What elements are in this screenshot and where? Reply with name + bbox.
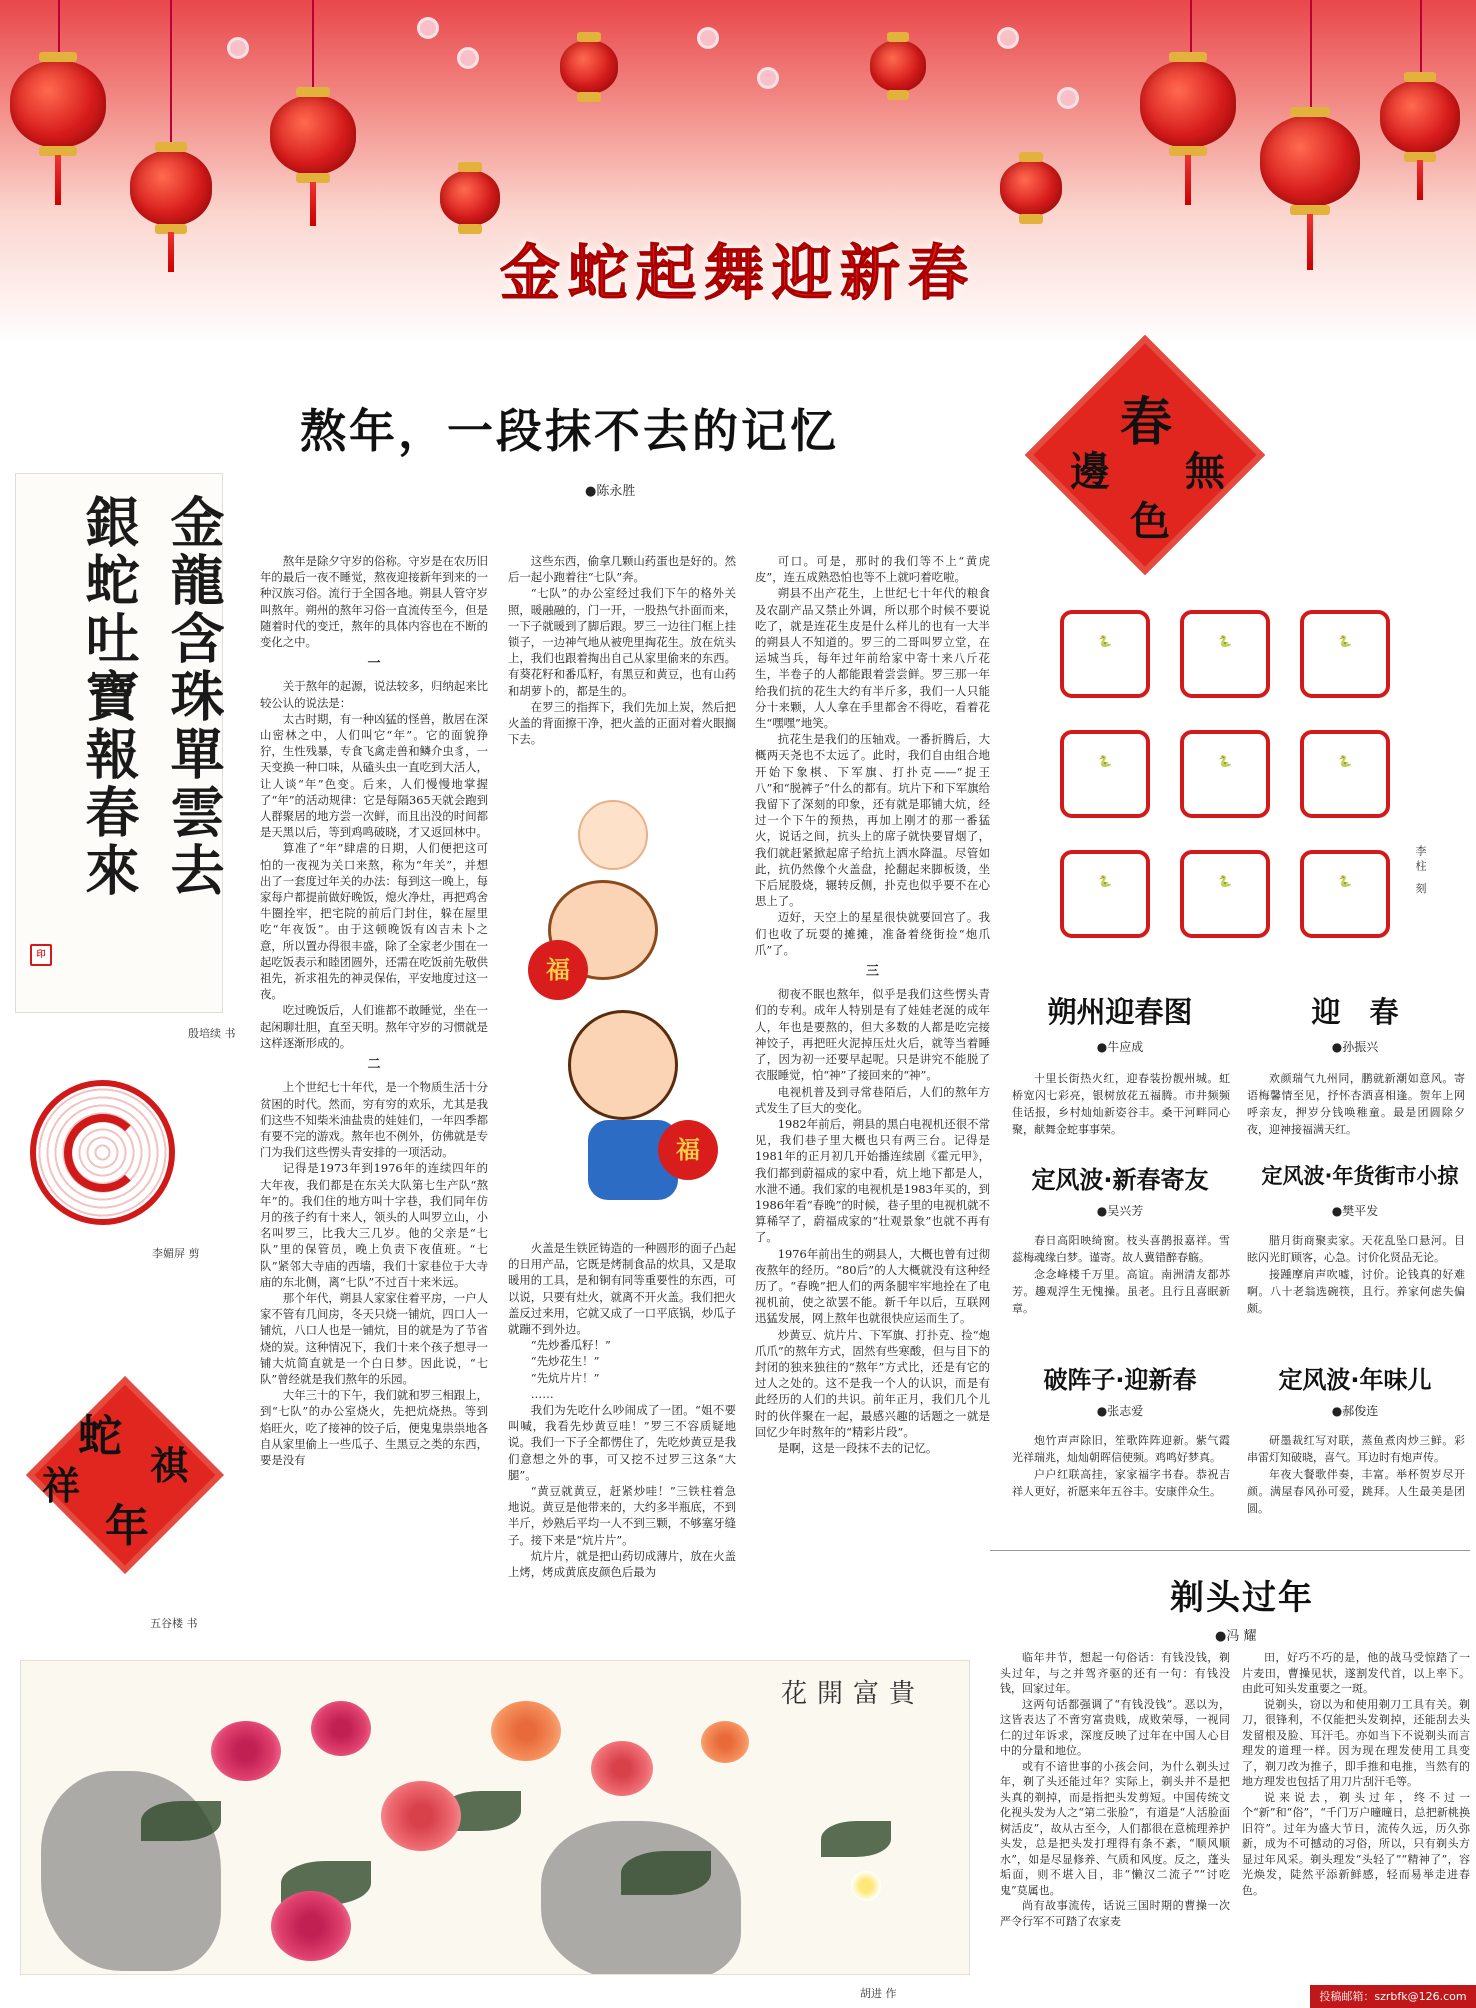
section-divider bbox=[990, 1550, 1470, 1551]
diamond-char: 春 bbox=[1120, 392, 1173, 453]
peony-painting bbox=[20, 1660, 970, 1975]
diamond-char: 邊 bbox=[1070, 448, 1110, 495]
painting-inscription: 花開富貴 bbox=[781, 1679, 926, 1709]
lantern-icon bbox=[870, 40, 926, 92]
poem-author: ●张志爱 bbox=[1096, 1404, 1144, 1418]
lantern-icon bbox=[1380, 80, 1460, 154]
diamond-char: 蛇 bbox=[78, 1411, 122, 1462]
poem-author: ●孙振兴 bbox=[1331, 1040, 1379, 1054]
poem-body: 十里长街热火红，迎春装扮靓州城。虹桥宽闪七彩亮，银树放花五福腾。市井频频佳话报，乡村灿灿新姿谷丰。桑干河畔同心聚，献舞金蛇事事荣。 bbox=[1012, 1072, 1230, 1136]
lantern-icon bbox=[1140, 60, 1236, 148]
diamond-char: 無 bbox=[1185, 448, 1225, 495]
banner-title: 金蛇起舞迎新春 bbox=[500, 239, 976, 309]
article-column-3: 可口。可是，那时的我们等不上“黄虎皮”，连五成熟恐怕也等不上就叼着吃啦。 朔县不出产花生，上世纪七十年代的粮食及农副产品又禁止外调，所以那个时候不要说吃了，就是连花生皮是什么样儿的也有一大半的朔县人不知道的。罗三的二哥叫罗立堂，在运城当兵，每年过年前给家中寄十来八斤花生，半卷子的人都能跟着尝尝鲜。罗三那一年给我们抗的花生大约有半斤多，我们一人只能分十来颗，人人拿在手里都舍不得吃，看着花生“嘿嘿”地笑。 抗花生是我们的压轴戏。一番折腾后，大概两天尧也不太远了。此时，我们自由组合地开始下象棋、下军旗、打扑克——“捉王八”和“脱裤子”什么的都有。坑片下和下军旗给我留下了深刻的印象，还有就是耶铺大炕，经过一个下午的预热，再加上刚才的那一番猛火，说话之间，抗头上的席子就快要冒烟了，我们就赶紧掀起席子给抗上洒水降温。尽管如此，抗仍然像个火盖盘，抡翻起来脚板烫，坐下后屁股烧，辗转反侧，扑克也似乎要不在心思上了。 迈好，天空上的星星很快就要回宫了。我们也收了玩耍的摊摊，准备着绕街捡“炮爪爪”了。 三 彻夜不眠也熬年，似乎是我们这些愣头青们的专利。成年人特别是有了娃娃老涎的成年人，年也是要熬的，但大多数的人都是吃完接神饺子，再把旺火泥掉压灶火后，就等当着睡了，因为初一还要早起呢。只是讲究不能脱了衣服睡觉，怕“神”了接回来的“神”。 电视机普及到寻常巷陌后，人们的熬年方式发生了巨大的变化。 1982年前后，朔县的黑白电视机还很不常见，我们巷子里大概也只有两三台。记得是1981年的正月初几开始播连续剧《霍元甲》，我们都到蔚福成的家中看，炕上地下都是人，水泄不通。我们家的电视机是1983年买的，到1986年看“春晚”的时候，巷子里的电视机就不算稀罕了，蔚福成家的“壮观景象”也就不再有了。 1976年前出生的朔县人，大概也曾有过彻夜熬年的经历。“80后”的人大概就没有这种经历了。“春晚”把人们的两条腿牢牢地拴在了电视机前，使之欲罢不能。新千年以后，互联网迅猛发展，网上熬年也就很快应运而生了。 炒黄豆、炕片片、下军旗、打扑克、捡“炮爪爪”的熬年方式，固然有些寒酸，但与目下的封闭的独来独往的“熬年”方式比，还是有它的过人之处的。这不是我一个人的认识，而是有此经历的人们的共识。前年正月，我们几个儿时的伙伴聚在一起，最感兴趣的话题之一就是回忆少年时熬年的“精彩片段”。 是啊，这是一段抹不去的记忆。 bbox=[755, 554, 990, 1455]
lantern-icon bbox=[440, 170, 500, 226]
poem-title: 定风波·年味儿 bbox=[1278, 1366, 1432, 1394]
lantern-icon bbox=[1260, 115, 1360, 207]
calligraphy-line: 金龍含珠單雲去 bbox=[162, 494, 226, 900]
article-column-2b: 火盖是生铁匠铸造的一种圆形的面子凸起的日用产品，它既是烤制食品的炊具，又是取暖用的工具，是和铜有同等重要性的东西，可以说，只要有灶火，就离不开火盖。我们把火盖反过来用，它就又成了一口平底锅，炒瓜子就蹦不到外边。 “先炒番瓜籽！” “先炒花生！” “先炕片片！” …… 我们为先吃什么吵闹成了一团。“姐不要叫喊，我看先炒黄豆哇！”罗三不容质疑地说。我们一下子全都愣住了，先吃炒黄豆是我们意想之外的事，可又挖不过罗三这条“大腿”。 “黄豆就黄豆，赶紧炒哇！”三铁柱着急地说。黄豆是他带来的，大约多半瓶底，不到半斤，炒熟后平均一人不到三颗，不够塞牙缝子。接下来是“炕片片”。 炕片片，就是把山药切成薄片，放在火盖上烤，烤成黄底皮颜色后最为 bbox=[508, 1241, 736, 1580]
article2-byline: ●冯 耀 bbox=[1215, 1629, 1257, 1644]
poem-author: ●郝俊连 bbox=[1331, 1404, 1379, 1418]
poem-body: 欢颜瑞气九州同，鹏就新潮如意风。寄语梅馨情至见，抒怀杏酒喜相逢。贺年上网呼亲友，押岁分钱唤稚童。最是团圆除夕夜，迎神接福满天红。 bbox=[1247, 1072, 1465, 1136]
article-column-1: 熬年是除夕守岁的俗称。守岁是在农历旧年的最后一夜不睡觉，熬夜迎接新年到来的一种汉族习俗。流行于全国各地。朔县人管守岁叫熬年。朔州的熬年习俗一直流传至今，但是随着时代的变迁，熬年的具体内容也在不断的变化之中。 一 关于熬年的起源，说法较多，归纳起来比较公认的说法是： 太古时期，有一种凶猛的怪兽，散居在深山密林之中，人们叫它“年”。它的面貌狰狞，生性残暴，专食飞禽走兽和鳞介虫豸，一天变换一种口味，从磕头虫一直吃到大活人，让人谈“年”色变。后来，人们慢慢地掌握了“年”的活动规律：它是每隔365天就会跑到人群聚居的地方尝一次鲜，而且出没的时间都是天黑以后，等到鸡鸣破晓，才又返回林中。 算准了“年”肆虐的日期，人们便把这可怕的一夜视为关口来熬，称为“年关”，并想出了一套度过年关的办法：每到这一晚上，每家每户都提前做好晚饭，熄火净灶，再把鸡舍牛圈拴牢，把宅院的前后门封住，躲在屋里吃“年夜饭”。由于这顿晚饭有凶吉未卜之意，所以置办得很丰盛，除了全家老少围在一起吃饭表示和睦团圆外，还需在吃饭前先敬供祖先，祈求祖先的神灵保佑，平安地度过这一夜。 吃过晚饭后，人们谁都不敢睡觉，坐在一起闲聊壮胆，直至天明。熬年守岁的习惯就是这样逐渐形成的。 二 上个世纪七十年代，是一个物质生活十分贫困的时代。然而，穷有穷的欢乐，尤其是我们这些不知柴米油盐贵的娃娃们，一年四季都有要不完的游戏。熬年也不例外，仿佛就是专门为我们这些愣头青安排的一项活动。 记得是1973年到1976年的连续四年的大年夜，我们都是在东关大队第七生产队“熬年”的。我们住的地方叫十字巷，我们同年仿月的孩子约有十来人，领头的人叫罗立山，小名叫罗三，比我大三几岁。他的父亲是“七队”里的保管员，晚上负责下夜值班。“七队”紧邻大寺庙的西墙，我们十家巷位于大寺庙的东北侧，离“七队”不过百十来米远。 那个年代，朔县人家家住着平房，一户人家不管有几间房，冬天只烧一铺炕，四口人一铺炕，八口人也是一铺炕，目的就是为了节省烧的炭。这种情况下，我们十来个孩子想寻一铺大炕简直就是一个白日梦。因此说，“七队”曾经就是我们熬年的乐园。 大年三十的下午，我们就和罗三相跟上，到“七队”的办公室烧火，先把炕烧热。等到焰旺火，吃了接神的饺子后，便鬼鬼祟祟地各自从家里偷上一些瓜子、生黑豆之类的东西，要是没有 bbox=[260, 554, 488, 1467]
poem-author: ●牛应成 bbox=[1096, 1040, 1144, 1054]
diamond-char: 祺 bbox=[150, 1443, 189, 1488]
header-banner bbox=[0, 0, 1476, 345]
diamond-char: 年 bbox=[105, 1501, 149, 1552]
poem-title: 定风波·年货街市小掠 bbox=[1261, 1164, 1459, 1188]
painting-caption: 胡进 作 bbox=[860, 1987, 897, 2000]
lantern-icon bbox=[10, 60, 106, 148]
calligraphy-scroll bbox=[15, 473, 226, 1013]
contact-email-bar: 投稿邮箱：szrbfk@126.com bbox=[1310, 1985, 1476, 2008]
article-column-2: 这些东西，偷拿几颗山药蛋也是好的。然后一起小跑着往“七队”奔。 “七队”的办公室经过我们下午的格外关照，暖融融的，门一开，一股热气扑面而来，一下子就暖到了脚后跟。罗三一边往门框上挂锁子，一边神气地从被兜里掏花生。放在炕头上，我们也跟着掏出自己从家里偷来的东西。有葵花籽和番瓜籽，有黑豆和黄豆，也有山药和胡萝卜的，都是生的。 在罗三的指挥下，我们先加上炭，然后把火盖的背面擦干净，把火盖的正面对着火眼搁下去。 bbox=[508, 554, 736, 747]
lantern-icon bbox=[270, 95, 356, 175]
article2-title: 剃头过年 bbox=[1170, 1578, 1314, 1618]
poem-title: 朔州迎春图 bbox=[1047, 995, 1193, 1029]
calligraphy-caption: 殷培续 书 bbox=[188, 1027, 236, 1040]
papercut-image bbox=[30, 1080, 175, 1225]
papercut-caption: 李媚屏 剪 bbox=[152, 1247, 200, 1260]
poem-author: ●樊平发 bbox=[1331, 1204, 1379, 1218]
diamond-caption: 五谷楼 书 bbox=[150, 1617, 198, 1630]
diamond-char: 色 bbox=[1130, 498, 1170, 545]
diamond-char: 祥 bbox=[42, 1463, 81, 1508]
article-title: 熬年，一段抹不去的记忆 bbox=[300, 404, 839, 458]
seal-icon: 印 bbox=[30, 944, 52, 966]
lantern-icon bbox=[560, 40, 618, 94]
poem-title: 破阵子·迎新春 bbox=[1043, 1366, 1197, 1394]
poem-body: 春日高阳映绮窗。枝头喜鹊报嘉祥。雪蕊梅魂缘白梦。谨寄。故人冀错醉春觞。 念念峰楼千万里。高谊。南洲清友都苏芳。趣观浮生无愧操。虽老。且行且喜眠新章。 bbox=[1012, 1234, 1230, 1315]
article2-column-1: 临年井节，想起一句俗话：有钱没钱，剃头过年，与之并驾齐驱的还有一句：有钱没钱，回家过年。 这两句话都强调了“有钱没钱”。恶以为，这皆表达了不啻穷富贵贱，成败荣辱，一视同仁的过年诉求，深度反映了过年在中国人心目中的分量和地位。 或有不谙世事的小孩会问，为什么剃头过年，剃了头还能过年？实际上，剃头并不是把头真的剃掉，而是指把头发剪短。中国传统文化视头发为人之“第二张脸”，有道是“人活脸面树活皮”，故从古至今，人们都很在意梳理养护头发，总是把头发打理得有条不紊，“顺风顺水”，如是尽显修养、气质和风度。反之，蓬头垢面，则不堪入目，非“懒汉二流子”“讨吃鬼”莫属也。 尚有故事流传，话说三国时期的曹操一次严令行军不可踏了农家麦 bbox=[1000, 1651, 1230, 1928]
poem-body: 研墨裁红写对联，蒸鱼煮肉炒三鲜。彩串雷灯知破晓，喜气。耳边时有炮声传。 年夜大餐歌伴奏，丰富。举杯贺岁尽开颜。满屋春风孙可爱，跳拜。人生最美是团圆。 bbox=[1247, 1434, 1465, 1515]
poem-title: 迎 春 bbox=[1311, 995, 1399, 1029]
calligraphy-line: 銀蛇吐寶報春來 bbox=[77, 494, 141, 900]
article2-column-2: 田，好巧不巧的是，他的战马受惊踏了一片麦田，曹操见状，遂割发代首，以上率下。由此可知头发重要之一斑。 说剃头，窃以为和使用剃刀工具有关。剃刀，很锋利，不仅能把头发剃掉，还能刮去头发留根及脸、耳汗毛。亦如当下不说剃头而言理发的道理一样。因为现在理发使用工具变了，剃刀改为推子，即手推和电推，当然有的地方理发也包括了用刀片刮汗毛等。 说来说去，剃头过年，终不过一个“新”和“俗”，“千门万户曈曈日，总把新桃换旧符”。过年为盛大节日，流传久远，历久弥新，成为不可撼动的习俗，所以，只有剃头方显过年风采。剃头理发“头轻了”“精神了”，容光焕发，陡然平添新鲜感，轻而易举走进春色。 bbox=[1242, 1651, 1470, 1897]
poem-title: 定风波·新春寄友 bbox=[1031, 1166, 1209, 1194]
kids-cartoon-illustration: 福 福 bbox=[508, 790, 736, 1235]
poem-author: ●吴兴芳 bbox=[1096, 1204, 1144, 1218]
poem-body: 腊月街商聚卖家。天花乱坠口悬河。目眩闪光盯顾客，心急。讨价化贤品无论。 接踵摩肩声吹嘘，讨价。论钱真的好难啊。八十老翁选碗筷，且行。养家何虑失偏颇。 bbox=[1247, 1234, 1465, 1315]
poem-body: 炮竹声声除旧，笙歌阵阵迎新。紫气霞光祥瑞兆，灿灿朝晖信使频。鸡鸣好梦真。 户户红联高挂，家家福字书春。恭祝吉祥人更好，祈愿来年五谷丰。安康伴众生。 bbox=[1012, 1434, 1230, 1498]
lantern-icon bbox=[130, 150, 212, 226]
lantern-icon bbox=[1000, 160, 1062, 216]
article-byline: ●陈永胜 bbox=[585, 484, 636, 499]
seals-caption: 李柱 刻 bbox=[1414, 845, 1427, 898]
